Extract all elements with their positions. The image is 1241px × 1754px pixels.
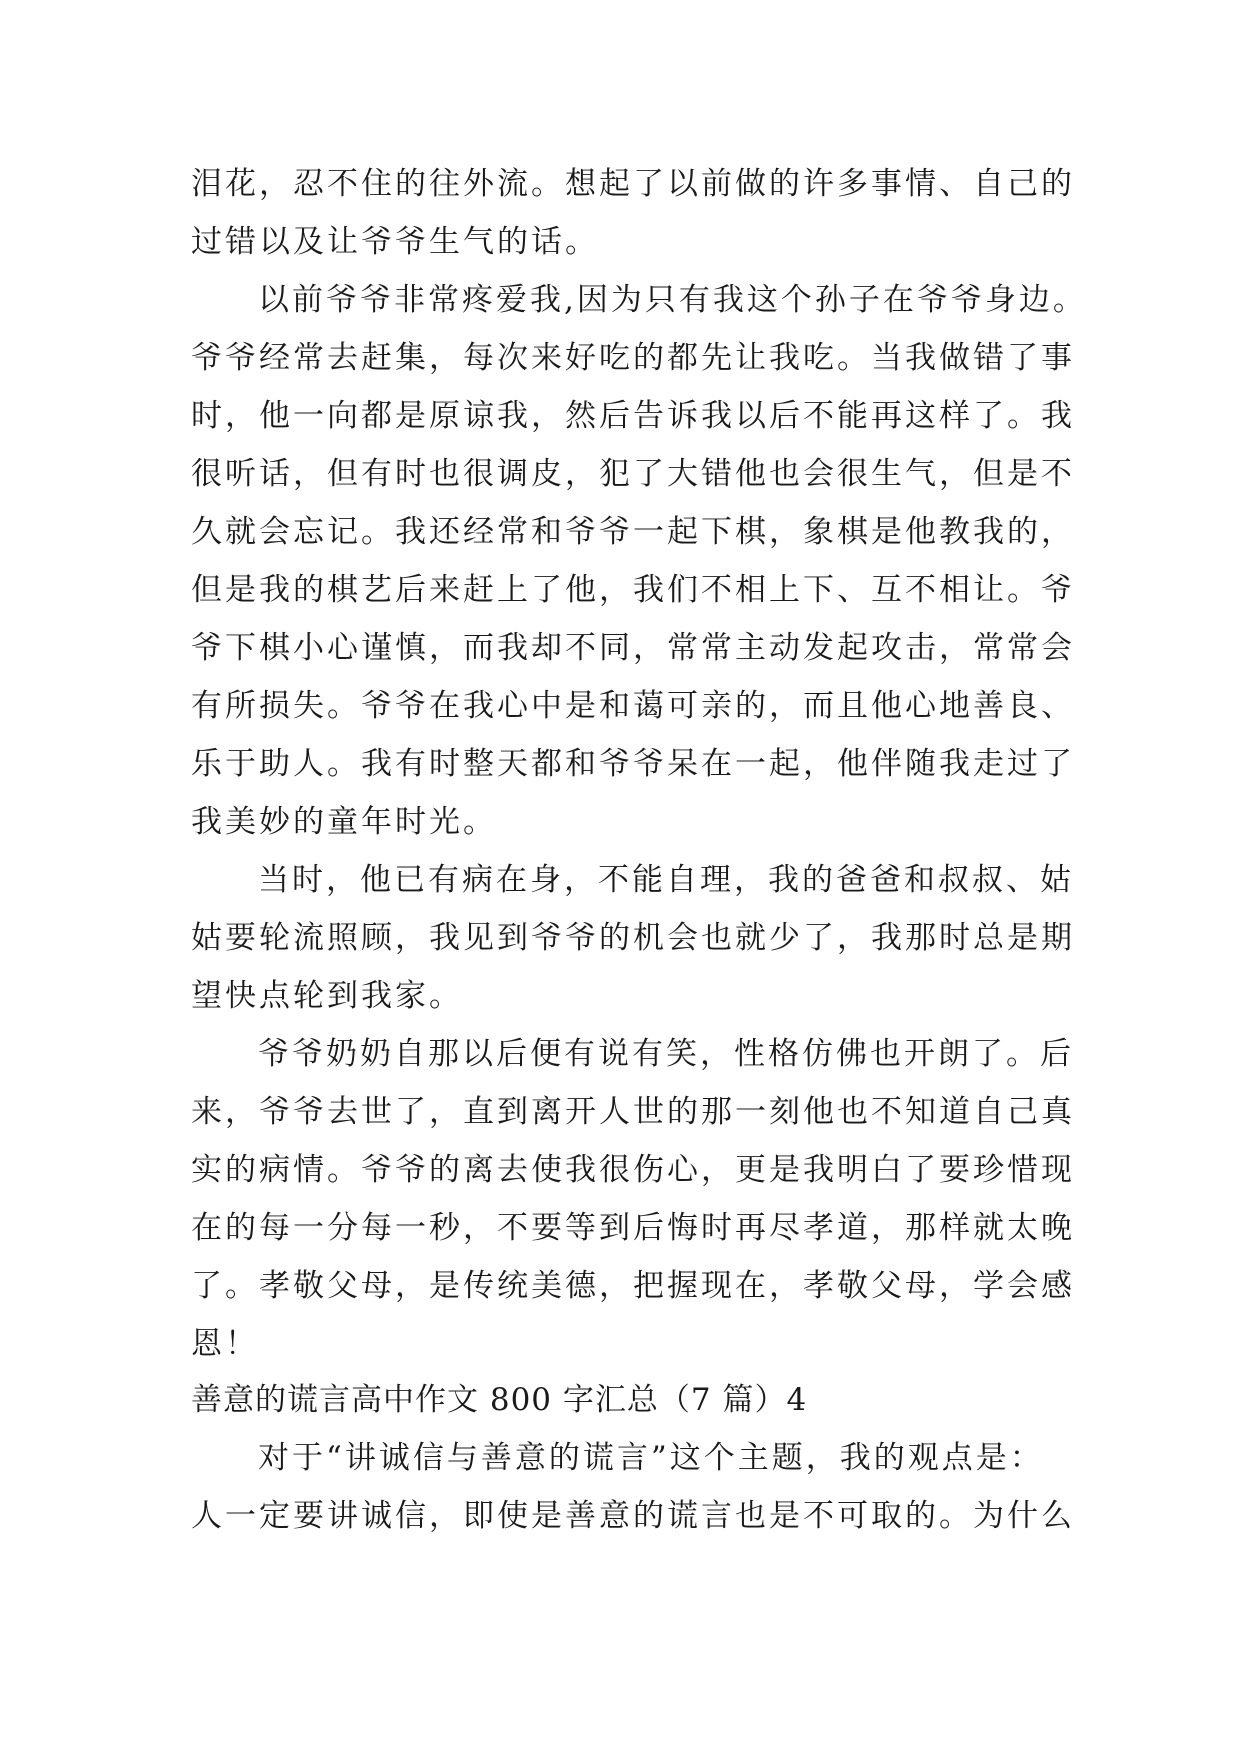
text-line: 实的病情。爷爷的离去使我很伤心，更是我明白了要珍惜现 (191, 1152, 1075, 1188)
paragraph-start: 以前爷爷非常疼爱我,因为只有我这个孙子在爷爷身边。 (258, 282, 1087, 318)
paragraph-start: 对于“讲诚信与善意的谎言”这个主题，我的观点是： (258, 1440, 1044, 1476)
text-line: 来，爷爷去世了，直到离开人世的那一刻他也不知道自己真 (191, 1094, 1075, 1130)
text-line: 望快点轮到我家。 (191, 978, 463, 1014)
text-line: 过错以及让爷爷生气的话。 (191, 224, 599, 260)
text-line: 很听话，但有时也很调皮，犯了大错他也会很生气，但是不 (191, 456, 1075, 492)
text-line: 了。孝敬父母，是传统美德，把握现在，孝敬父母，学会感 (191, 1268, 1075, 1304)
text-line: 恩！ (191, 1326, 259, 1362)
paragraph-start: 爷爷奶奶自那以后便有说有笑，性格仿佛也开朗了。后 (258, 1036, 1074, 1072)
text-line: 泪花，忍不住的往外流。想起了以前做的许多事情、自己的 (191, 166, 1075, 202)
text-line: 乐于助人。我有时整天都和爷爷呆在一起，他伴随我走过了 (191, 746, 1075, 782)
text-line: 我美妙的童年时光。 (191, 804, 497, 840)
text-line: 人一定要讲诚信，即使是善意的谎言也是不可取的。为什么 (191, 1498, 1075, 1534)
text-line: 但是我的棋艺后来赶上了他，我们不相上下、互不相让。爷 (191, 572, 1075, 608)
text-line: 时，他一向都是原谅我，然后告诉我以后不能再这样了。我 (191, 398, 1075, 434)
text-line: 姑要轮流照顾，我见到爷爷的机会也就少了，我那时总是期 (191, 920, 1075, 956)
text-line: 爷爷经常去赶集，每次来好吃的都先让我吃。当我做错了事 (191, 340, 1075, 376)
text-line: 在的每一分每一秒，不要等到后悔时再尽孝道，那样就太晚 (191, 1210, 1075, 1246)
paragraph-start: 当时，他已有病在身，不能自理，我的爸爸和叔叔、姑 (258, 862, 1074, 898)
section-heading: 善意的谎言高中作文 800 字汇总（7 篇）4 (191, 1382, 808, 1418)
text-line: 有所损失。爷爷在我心中是和蔼可亲的，而且他心地善良、 (191, 688, 1075, 724)
text-line: 爷下棋小心谨慎，而我却不同，常常主动发起攻击，常常会 (191, 630, 1075, 666)
text-line: 久就会忘记。我还经常和爷爷一起下棋，象棋是他教我的， (191, 514, 1075, 550)
